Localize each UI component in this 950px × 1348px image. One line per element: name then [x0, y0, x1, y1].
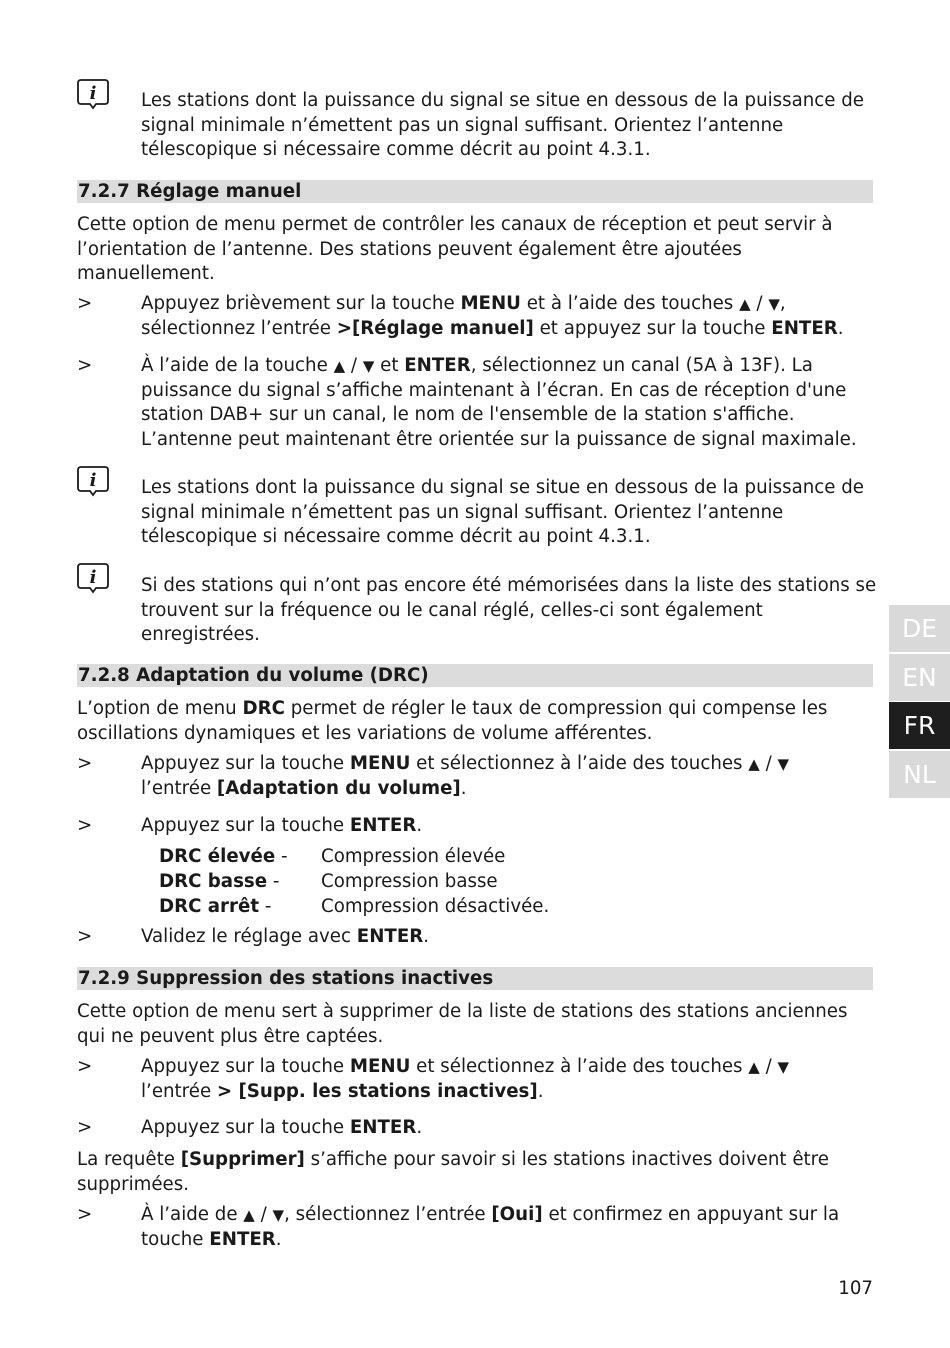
step-729-3: À l’aide de ▲ / ▼, sélectionnez l’entrée [Oui] et confirmez en appuyant sur la touche ENTER.: [141, 1204, 840, 1250]
arrow-up-icon: ▲: [243, 1206, 255, 1224]
section-728-intro: L’option de menu DRC permet de régler le taux de compression qui compense les oscillations dynamiques et les variations de volume afférentes.: [77, 698, 828, 744]
svg-text:i: i: [89, 567, 97, 588]
page-number: 107: [838, 1278, 873, 1299]
section-heading-728: 7.2.8 Adaptation du volume (DRC): [77, 664, 873, 687]
arrow-down-icon: ▼: [768, 295, 780, 313]
drc-option-value: Compression désactivée.: [321, 896, 550, 917]
info-note-text: Les stations dont la puissance du signal se situe en dessous de la puissance de signal minimale n’émettent pas un signal suffisant. Orientez l’antenne télescopique si nécessaire comme décrit au point 4.3.1.: [141, 477, 864, 548]
step-728-1: Appuyez sur la touche MENU et sélectionnez à l’aide des touches ▲ / ▼ l’entrée [Adaptation du volume].: [141, 753, 790, 799]
step-727-1: Appuyez brièvement sur la touche MENU et à l’aide des touches ▲ / ▼, sélectionnez l’entrée >[Réglage manuel] et appuyez sur la touche ENTER.: [141, 293, 844, 339]
language-tab-nl[interactable]: NL: [889, 751, 950, 798]
step-marker: >: [77, 355, 93, 376]
info-note-text: Si des stations qui n’ont pas encore été mémorisées dans la liste des stations se trouvent sur la fréquence ou le canal réglé, celles-ci sont également enregistrées.: [141, 575, 877, 646]
svg-text:i: i: [89, 470, 97, 491]
arrow-down-icon: ▼: [777, 1058, 790, 1076]
section-727-intro: Cette option de menu permet de contrôler les canaux de réception et peut servir à l’orientation de l’antenne. Des stations peuvent également être ajoutées manuellement.: [77, 214, 833, 285]
step-729-2: Appuyez sur la touche ENTER.: [141, 1117, 423, 1138]
step-marker: >: [77, 815, 93, 836]
step-marker: >: [77, 1056, 93, 1077]
step-marker: >: [77, 1204, 93, 1225]
info-note-icon: [76, 465, 110, 497]
step-728-3: Validez le réglage avec ENTER.: [141, 926, 430, 947]
step-marker: >: [77, 926, 93, 947]
arrow-down-icon: ▼: [272, 1206, 285, 1224]
arrow-up-icon: ▲: [748, 1058, 760, 1076]
drc-option-key: DRC élevée -: [159, 846, 288, 867]
step-728-2: Appuyez sur la touche ENTER.: [141, 815, 423, 836]
language-tab-de[interactable]: DE: [889, 605, 950, 652]
drc-option-value: Compression élevée: [321, 846, 506, 867]
arrow-up-icon: ▲: [748, 755, 760, 773]
step-marker: >: [77, 1117, 93, 1138]
arrow-down-icon: ▼: [362, 357, 375, 375]
info-note-icon: [76, 78, 110, 110]
arrow-up-icon: ▲: [739, 295, 751, 313]
language-tab-en[interactable]: EN: [889, 654, 950, 701]
section-729-query: La requête [Supprimer] s’affiche pour savoir si les stations inactives doivent être supprimées.: [77, 1149, 829, 1195]
step-marker: >: [77, 753, 93, 774]
step-729-1: Appuyez sur la touche MENU et sélectionnez à l’aide des touches ▲ / ▼ l’entrée > [Supp. les stations inactives].: [141, 1056, 790, 1102]
section-heading-727: 7.2.7 Réglage manuel: [77, 180, 873, 203]
drc-option-value: Compression basse: [321, 871, 498, 892]
section-heading-729: 7.2.9 Suppression des stations inactives: [77, 967, 873, 990]
step-marker: >: [77, 293, 93, 314]
info-note-text: Les stations dont la puissance du signal se situe en dessous de la puissance de signal minimale n’émettent pas un signal suffisant. Orientez l’antenne télescopique si nécessaire comme décrit au point 4.3.1.: [141, 90, 864, 161]
info-note-icon: [76, 562, 110, 594]
arrow-up-icon: ▲: [333, 357, 346, 375]
language-tab-fr[interactable]: FR: [889, 702, 950, 749]
drc-option-key: DRC arrêt -: [159, 896, 272, 917]
section-729-intro: Cette option de menu sert à supprimer de la liste de stations des stations anciennes qui ne peuvent plus être captées.: [77, 1001, 848, 1047]
drc-option-key: DRC basse -: [159, 871, 280, 892]
step-727-2: À l’aide de la touche ▲ / ▼ et ENTER, sélectionnez un canal (5A à 13F). La puissance du signal s’affiche maintenant à l’écran. En cas de réception d'une station DAB+ sur un canal, le nom de l'ensemble de la station s'affiche. L’antenne peut maintenant être orientée sur la puissance de signal maximale.: [141, 355, 857, 450]
svg-text:i: i: [89, 83, 97, 104]
arrow-down-icon: ▼: [777, 755, 790, 773]
